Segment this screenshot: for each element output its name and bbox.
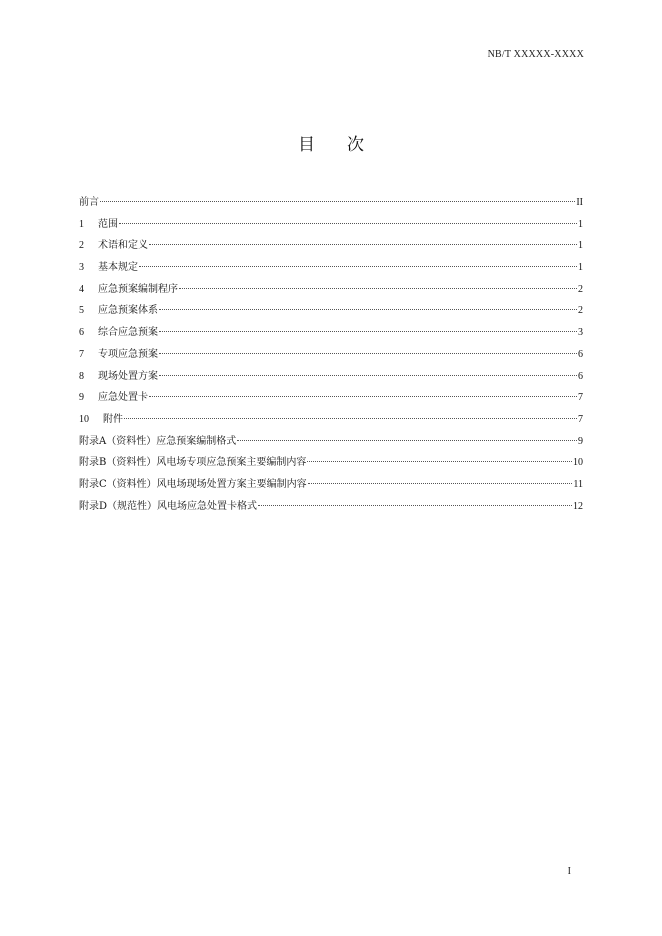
toc-entry-page: 9	[578, 435, 583, 447]
toc-entry-label: 范围	[98, 218, 118, 230]
dot-leader	[159, 353, 577, 354]
toc-entry-page: 7	[578, 392, 583, 404]
toc-entry-9[interactable]	[79, 387, 583, 409]
toc-entry-number: 2	[79, 240, 84, 252]
dot-leader	[307, 461, 572, 462]
toc-entry-6[interactable]	[79, 322, 583, 344]
dot-leader	[119, 223, 577, 224]
toc-entry-page: 11	[573, 478, 583, 490]
dot-leader	[159, 309, 577, 310]
toc-entry-page: 1	[578, 218, 583, 230]
table-of-contents	[79, 192, 583, 517]
toc-entry-page: 2	[578, 305, 583, 317]
toc-entry-page: 2	[578, 283, 583, 295]
toc-entry-number: 4	[79, 283, 84, 295]
toc-entry-page: 6	[578, 348, 583, 360]
toc-entry-7[interactable]	[79, 344, 583, 366]
dot-leader	[100, 201, 575, 202]
dot-leader	[159, 331, 577, 332]
toc-entry-label: 综合应急预案	[98, 327, 158, 339]
toc-entry-number: 9	[79, 392, 84, 404]
toc-entry-label: 附录A（资料性）应急预案编制格式	[79, 435, 237, 447]
toc-title: 目次	[298, 135, 396, 155]
toc-entry-label: 附件	[103, 413, 123, 425]
toc-entry-label: 术语和定义	[98, 240, 148, 252]
toc-entry-appendix-c[interactable]	[79, 474, 583, 496]
toc-entry-page: 3	[578, 327, 583, 339]
toc-entry-number: 6	[79, 327, 84, 339]
dot-leader	[308, 483, 573, 484]
dot-leader	[179, 288, 577, 289]
dot-leader	[149, 244, 577, 245]
toc-entry-label: 现场处置方案	[98, 370, 158, 382]
document-code: NB/T XXXXX-XXXX	[487, 49, 584, 60]
toc-entry-page: 10	[573, 457, 583, 469]
toc-entry-number: 8	[79, 370, 84, 382]
toc-entry-number: 5	[79, 305, 84, 317]
dot-leader	[139, 266, 577, 267]
toc-entry-5[interactable]	[79, 300, 583, 322]
toc-entry-appendix-b[interactable]	[79, 452, 583, 474]
toc-entry-2[interactable]	[79, 235, 583, 257]
toc-entry-number: 3	[79, 262, 84, 274]
toc-entry-page: 12	[573, 500, 583, 512]
toc-entry-4[interactable]	[79, 279, 583, 301]
dot-leader	[258, 505, 572, 506]
dot-leader	[149, 396, 577, 397]
toc-entry-label: 基本规定	[98, 262, 138, 274]
dot-leader	[237, 440, 577, 441]
dot-leader	[124, 418, 577, 419]
toc-entry-page: 7	[578, 413, 583, 425]
toc-entry-10[interactable]	[79, 409, 583, 431]
toc-entry-label: 应急预案体系	[98, 305, 158, 317]
toc-entry-page: 1	[578, 240, 583, 252]
toc-entry-label: 附录B（资料性）风电场专项应急预案主要编制内容	[79, 457, 307, 469]
toc-entry-8[interactable]	[79, 366, 583, 388]
toc-entry-1[interactable]	[79, 214, 583, 236]
toc-entry-page: 1	[578, 262, 583, 274]
toc-entry-page: 6	[578, 370, 583, 382]
toc-entry-label: 附录C（资料性）风电场现场处置方案主要编制内容	[79, 478, 307, 490]
toc-entry-label: 专项应急预案	[98, 348, 158, 360]
toc-entry-appendix-d[interactable]	[79, 496, 583, 518]
toc-entry-label: 附录D（规范性）风电场应急处置卡格式	[79, 500, 258, 512]
toc-entry-label: 应急预案编制程序	[98, 283, 178, 295]
toc-entry-number: 7	[79, 348, 84, 360]
toc-entry-label: 应急处置卡	[98, 392, 148, 404]
toc-entry-number: 10	[79, 413, 89, 425]
toc-entry-appendix-a[interactable]	[79, 431, 583, 453]
toc-entry-number: 1	[79, 218, 84, 230]
toc-entry-label: 前言	[79, 197, 99, 208]
toc-entry-page: II	[576, 197, 583, 208]
toc-entry-foreword[interactable]	[79, 192, 583, 214]
dot-leader	[159, 375, 577, 376]
toc-entry-3[interactable]	[79, 257, 583, 279]
page-number: I	[567, 866, 571, 877]
